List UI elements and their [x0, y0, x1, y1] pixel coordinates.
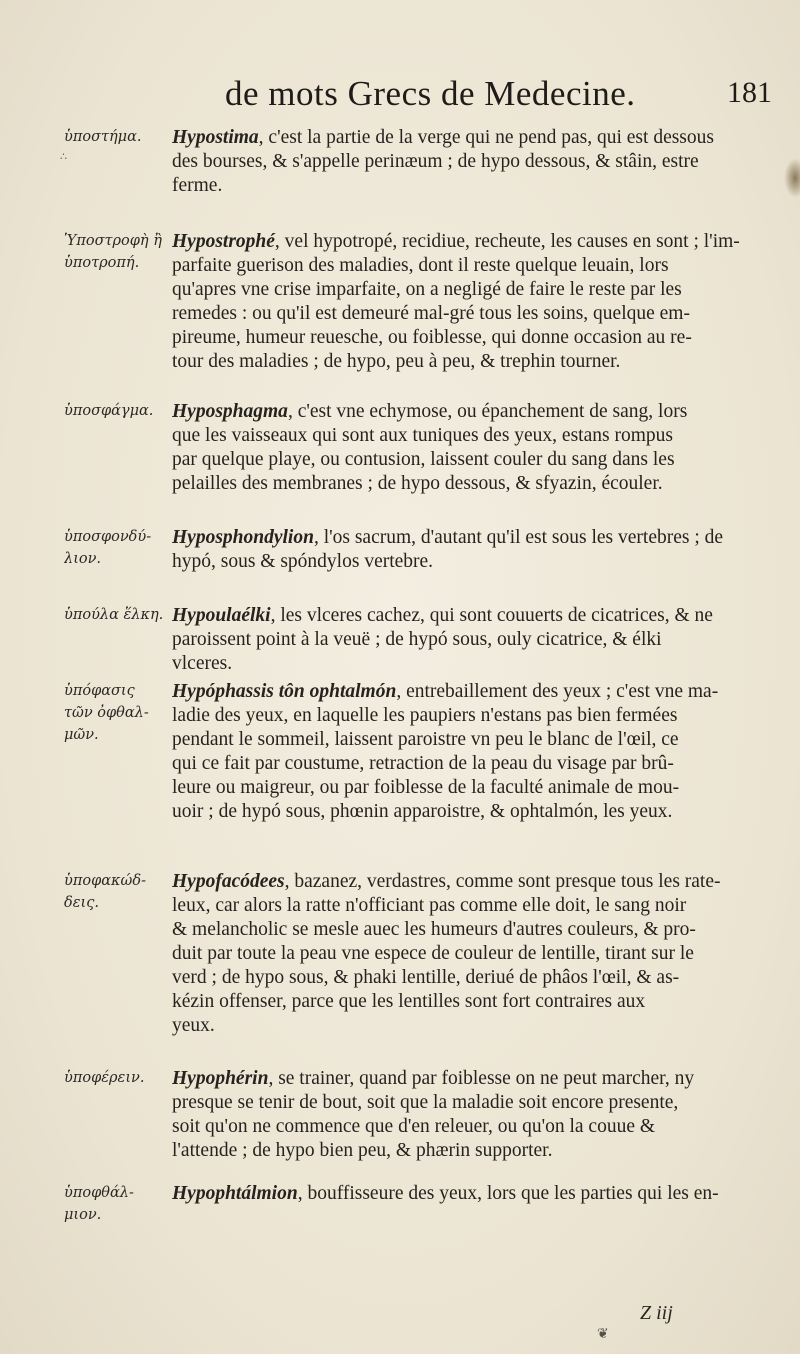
entry-text-line: pireume, humeur reuesche, ou foiblesse, qui donne occasion au re- — [172, 327, 692, 348]
entry-text-line: Hypofacódees, bazanez, verdastres, comme sont presque tous les rate- — [172, 871, 721, 892]
greek-term — [64, 230, 184, 274]
entry-text-line: Hypostrophé, vel hypotropé, recidiue, recheute, les causes en sont ; l'im- — [172, 231, 740, 252]
greek-term — [64, 1182, 184, 1226]
entry-text-line: yeux. — [172, 1015, 215, 1036]
entry-text-line: & melancholic se mesle auec les humeurs d'autres couleurs, & pro- — [172, 919, 696, 940]
page-header — [225, 74, 772, 120]
headword-inline: Hypóphassis tôn ophtalmón — [172, 681, 397, 702]
entry-text — [172, 526, 792, 574]
entry-text-line: Hyposphagma, c'est vne echymose, ou épanchement de sang, lors — [172, 401, 688, 422]
greek-term-line: ὑποφακώδ- — [64, 873, 146, 889]
entry-text-line: ferme. — [172, 175, 223, 196]
greek-term — [64, 400, 184, 422]
greek-term-line: ὑποσφονδύ- — [64, 529, 152, 545]
entry-text-line: parfaite guerison des maladies, dont il reste quelque leuain, lors — [172, 255, 669, 276]
greek-term-line: μιον. — [64, 1207, 102, 1223]
greek-term-line: τῶν ὀφθαλ- — [64, 705, 149, 721]
entry-text-line: que les vaisseaux qui sont aux tuniques des yeux, estans rompus — [172, 425, 673, 446]
signature-mark: Z iij — [640, 1302, 673, 1324]
entry-text — [172, 126, 792, 198]
entry-text-line: Hyposphondylion, l'os sacrum, d'autant qu'il est sous les vertebres ; de — [172, 527, 724, 548]
greek-term — [64, 680, 184, 746]
entry-text — [172, 1067, 792, 1163]
headword-inline: Hyposphagma — [172, 401, 288, 422]
entry-text — [172, 870, 792, 1038]
entry-text-line: des bourses, & s'appelle perinæum ; de hypo dessous, & stâin, estre — [172, 151, 699, 172]
entry-text — [172, 680, 792, 824]
entry-text-line: pelailles des membranes ; de hypo dessous, & sfyazin, écouler. — [172, 473, 663, 494]
entry-text-line: pendant le sommeil, laissent paroistre vn peu le blanc de l'œil, ce — [172, 729, 679, 750]
entry-text-line: soit qu'on ne commence que d'en releuer, ou qu'on la couue & — [172, 1116, 656, 1137]
greek-term-line: ὑπόφασις — [64, 683, 135, 699]
greek-term-line: Ὑποστροφὴ ἢ — [64, 233, 162, 249]
greek-term-line: ὑποτροπή. — [64, 255, 140, 271]
entry-text-line: leux, car alors la ratte n'officiant pas comme elle doit, le sang noir — [172, 895, 687, 916]
greek-term — [64, 870, 184, 914]
greek-term-line: ὑποφθάλ- — [64, 1185, 134, 1201]
headword-inline: Hypostima — [172, 127, 259, 148]
entry-text-line: presque se tenir de bout, soit que la maladie soit encore presente, — [172, 1092, 679, 1113]
headword-inline: Hypofacódees — [172, 871, 285, 892]
entry-text — [172, 1182, 792, 1206]
entry-text-line: vlceres. — [172, 653, 233, 674]
greek-term-line: μῶν. — [64, 727, 99, 743]
entry-text-line: leure ou maigreur, ou par foiblesse de la faculté animale de mou- — [172, 777, 680, 798]
entry-text-line: Hypophtálmion, bouffisseure des yeux, lors que les parties qui les en- — [172, 1183, 719, 1204]
greek-term — [64, 126, 184, 148]
entry-text-line: par quelque playe, ou contusion, laissent couler du sang dans les — [172, 449, 675, 470]
entry-text-line: Hypostima, c'est la partie de la verge qui ne pend pas, qui est dessous — [172, 127, 714, 148]
headword-inline: Hypophérin — [172, 1068, 269, 1089]
greek-term-line: δεις. — [64, 895, 99, 911]
entry-text-line: ladie des yeux, en laquelle les paupiers n'estans pas bien fermées — [172, 705, 678, 726]
headword-inline: Hypoulaélki — [172, 605, 271, 626]
entry-text-line: tour des maladies ; de hypo, peu à peu, & trephin tourner. — [172, 351, 621, 372]
entry-text — [172, 230, 792, 374]
entry-text-line: paroissent point à la veuë ; de hypó sous, ouly cicatrice, & élki — [172, 629, 662, 650]
greek-term-line: ὑπούλα ἕλκη. — [64, 607, 164, 623]
entry-text-line: verd ; de hypo sous, & phaki lentille, deriué de phâos l'œil, & as- — [172, 967, 680, 988]
greek-term — [64, 604, 184, 626]
greek-term-line: ὑποστήμα. — [64, 129, 142, 145]
entry-text-line: Hypóphassis tôn ophtalmón, entrebaillement des yeux ; c'est vne ma- — [172, 681, 719, 702]
entry-text-line: uoir ; de hypó sous, phœnin apparoistre, & ophtalmón, les yeux. — [172, 801, 673, 822]
entry-text — [172, 604, 792, 676]
greek-term-line: ὑποφέρειν. — [64, 1070, 145, 1086]
entry-text-line: qui ce fait par coustume, retraction de la peau du visage par brû- — [172, 753, 674, 774]
greek-term — [64, 526, 184, 570]
entry-text-line: hypó, sous & spóndylos vertebre. — [172, 551, 434, 572]
entry-text-line: remedes : ou qu'il est demeuré mal-gré tous les soins, quelque em- — [172, 303, 690, 324]
entry-text-line: duit par toute la peau vne espece de couleur de lentille, tirant sur le — [172, 943, 694, 964]
entry-text-line: Hypophérin, se trainer, quand par foiblesse on ne peut marcher, ny — [172, 1068, 695, 1089]
entry-text-line: Hypoulaélki, les vlceres cachez, qui sont couuerts de cicatrices, & ne — [172, 605, 713, 626]
entry-text-line: l'attende ; de hypo bien peu, & phærin supporter. — [172, 1140, 553, 1161]
greek-term-line: λιον. — [64, 551, 102, 567]
entry-text-line: kézin offenser, parce que les lentilles sont fort contraires aux — [172, 991, 646, 1012]
margin-mark: ∴ — [60, 150, 67, 163]
headword-inline: Hypophtálmion — [172, 1183, 298, 1204]
running-title: de mots Grecs de Medecine. — [225, 74, 636, 113]
entry-text — [172, 400, 792, 496]
greek-term-line: ὑποσφάγμα. — [64, 403, 154, 419]
headword-inline: Hypostrophé — [172, 231, 275, 252]
greek-term — [64, 1067, 184, 1089]
headword-inline: Hyposphondylion — [172, 527, 314, 548]
page-number: 181 — [727, 76, 772, 109]
ornament-icon: ❦ — [597, 1326, 609, 1342]
entry-text-line: qu'apres vne crise imparfaite, on a negligé de faire le reste par les — [172, 279, 682, 300]
